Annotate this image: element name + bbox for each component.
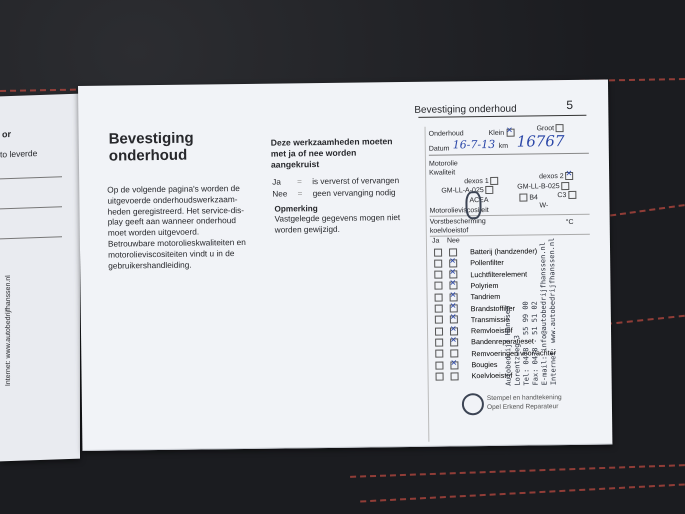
groot-label: Groot	[536, 125, 555, 133]
intro-line: Betrouwbare motorolieskwaliteiten en	[107, 236, 246, 249]
nee-checkbox[interactable]	[450, 327, 458, 335]
motorolie-label: Motorolie	[428, 160, 458, 168]
middle-heading-line: met ja of nee worden	[270, 147, 357, 159]
remark-text	[275, 213, 401, 236]
gm-b025-label: GM-LL-B-025	[517, 183, 560, 191]
stamp-label-line: Opel Erkend Reparateur	[486, 403, 559, 412]
stamp-line: Tel: 0478 - 55 99 00	[521, 301, 531, 386]
dexos1-checkbox[interactable]	[491, 177, 499, 185]
left-page-vertical-url: Internet: www.autobedrijfhanssen.nl	[5, 275, 12, 387]
stamp-line: Internet: www.autobedrijfhanssen.nl	[547, 237, 558, 386]
viscositeit-label: Motorolieviscositeit	[429, 206, 489, 215]
nee-checkbox[interactable]	[449, 271, 457, 279]
klein-checkbox[interactable]	[506, 129, 514, 137]
service-item-label: Batterij (handzender)	[469, 246, 538, 257]
nee-checkbox[interactable]	[449, 248, 457, 256]
onderhoud-label: Onderhoud	[428, 130, 464, 138]
dexos2-checkbox[interactable]	[566, 172, 574, 180]
service-item-row	[434, 281, 498, 291]
klein-label: Klein	[488, 129, 505, 137]
koelvloeistof-label	[430, 217, 486, 236]
viscositeit-value: W-	[539, 202, 549, 210]
nee-checkbox[interactable]	[450, 361, 458, 369]
intro-line: moet worden uitgevoerd.	[107, 226, 200, 238]
opel-logo-icon	[462, 393, 484, 415]
datum-rule	[429, 153, 589, 156]
ja-text: is ververst of vervangen	[312, 176, 400, 187]
ja-checkbox[interactable]	[436, 372, 444, 380]
service-item-row	[435, 326, 513, 336]
km-label: km	[498, 142, 509, 150]
ja-checkbox[interactable]	[435, 305, 443, 313]
nee-checkbox[interactable]	[451, 372, 459, 380]
service-item-label: Pollenfilter	[470, 258, 504, 268]
nee-checkbox[interactable]	[450, 316, 458, 324]
datum-value: 16-7-13	[452, 137, 496, 152]
b4-checkbox[interactable]	[519, 194, 527, 202]
dexos1-label: dexos 1	[464, 177, 489, 186]
service-item-label: Remvoeringen voor/achter	[471, 347, 557, 358]
service-item-label: Bougies	[471, 359, 498, 370]
gm-a025-checkbox[interactable]	[486, 186, 494, 194]
service-item-row	[435, 292, 501, 302]
service-item-row	[434, 246, 537, 256]
gm-a025-label: GM-LL-A-025	[441, 187, 484, 195]
page-number: 5	[566, 97, 574, 113]
ja-label: Ja	[272, 177, 281, 187]
intro-line: heden geregistreerd. Het service-dis-	[107, 204, 245, 217]
ja-checkbox[interactable]	[434, 271, 442, 279]
left-page-rule	[0, 176, 62, 179]
nee-checkbox[interactable]	[449, 282, 457, 290]
intro-line: uitgevoerde onderhoudswerkzaam-	[107, 193, 238, 206]
datum-label: Datum	[428, 145, 450, 153]
service-item-label: Tandriem	[470, 292, 501, 302]
ja-column-header: Ja	[431, 237, 440, 245]
c3-checkbox[interactable]	[568, 191, 576, 199]
stamp-line: E-mail: info@autobedrijfhanssen.nl	[538, 241, 549, 386]
service-item-label: Brandstoffilter	[470, 303, 516, 313]
ja-checkbox[interactable]	[435, 339, 443, 347]
b4-option[interactable]	[519, 193, 538, 202]
middle-heading-line: aangekruist	[270, 158, 320, 170]
stamp-line: Fax: 0478 - 51 51 02	[530, 301, 540, 386]
remark-line: worden gewijzigd.	[274, 224, 340, 235]
left-page-rule	[0, 206, 62, 209]
ja-checkbox[interactable]	[435, 327, 443, 335]
service-item-label: Transmissie	[470, 314, 510, 325]
stamp-line: Autobedrijf Hanssen	[503, 305, 513, 386]
gm-b025-checkbox[interactable]	[562, 182, 570, 190]
service-item-row	[434, 269, 527, 279]
middle-heading-line: Deze werkzaamheden moeten	[270, 136, 393, 148]
intro-paragraph-2	[108, 237, 246, 271]
ja-checkbox[interactable]	[434, 248, 442, 256]
intro-paragraph-1	[107, 183, 244, 239]
stamp-label-line: Stempel en handtekening	[486, 394, 562, 403]
ja-legend	[272, 176, 399, 188]
intro-line: motorolieviscositeiten vindt u in de	[107, 247, 235, 260]
nee-checkbox[interactable]	[450, 293, 458, 301]
intro-line: play geeft aan wanneer onderhoud	[107, 215, 236, 228]
equals-icon: =	[297, 189, 303, 199]
stamp-line: Lorentzweg 3	[513, 335, 522, 386]
service-item-row	[435, 360, 497, 370]
service-item-label: Luchtfilterelement	[470, 269, 528, 279]
nee-legend	[272, 188, 395, 200]
maintenance-form	[428, 120, 597, 442]
nee-label: Nee	[272, 189, 288, 199]
nee-column-header: Nee	[446, 237, 460, 245]
remark-heading: Opmerking	[274, 204, 318, 214]
kwaliteit-label: Kwaliteit	[429, 169, 456, 177]
left-page-rule	[0, 236, 62, 239]
nee-checkbox[interactable]	[450, 304, 458, 312]
left-page	[0, 94, 80, 462]
ja-checkbox[interactable]	[435, 316, 443, 324]
nee-checkbox[interactable]	[449, 259, 457, 267]
b4-label: B4	[529, 194, 538, 202]
nee-text: geen vervanging nodig	[312, 188, 396, 199]
ja-checkbox[interactable]	[435, 293, 443, 301]
koelvloeistof-line: Vorstbescherming	[429, 218, 486, 226]
ja-checkbox[interactable]	[435, 361, 443, 369]
intro-heading-line-1: Bevestiging	[108, 129, 194, 148]
service-item-label: Koelvloeistof	[471, 371, 513, 381]
cross-icon: =	[297, 177, 302, 187]
service-item-label: Bandenreparatieset	[471, 336, 534, 347]
middle-heading	[271, 136, 393, 170]
maintenance-page	[78, 80, 612, 451]
intro-line: gebruikershandleiding.	[108, 259, 192, 271]
service-item-row	[434, 258, 504, 268]
service-item-label: Remvloeistof	[470, 325, 513, 336]
service-item-label: Polyriem	[470, 280, 499, 291]
c3-option[interactable]	[557, 191, 576, 200]
ja-checkbox[interactable]	[434, 259, 442, 267]
acea-label: ACEA	[469, 196, 489, 205]
page-header-title: Bevestiging onderhoud	[414, 103, 517, 116]
ja-checkbox[interactable]	[434, 282, 442, 290]
remark-line: Vastgelegde gegevens mogen niet	[274, 213, 401, 224]
celsius-label: °C	[565, 218, 574, 227]
stamp-label	[487, 393, 562, 412]
intro-heading-line-2: onderhoud	[108, 146, 188, 165]
c3-label: C3	[557, 192, 567, 200]
left-page-line-2: to leverde	[0, 148, 38, 160]
ja-checkbox[interactable]	[435, 350, 443, 358]
dexos2-label: dexos 2	[539, 173, 564, 181]
left-page-line-1: or	[2, 129, 11, 140]
koelvloeistof-line: koelvloeistof	[429, 227, 469, 235]
service-item-row	[436, 371, 513, 381]
intro-line: Op de volgende pagina's worden de	[107, 183, 240, 195]
nee-checkbox[interactable]	[450, 350, 458, 358]
km-value: 16767	[516, 132, 565, 151]
klein-option[interactable]	[489, 129, 515, 139]
service-item-row	[435, 315, 510, 325]
dexos2-option[interactable]	[539, 172, 574, 182]
nee-checkbox[interactable]	[450, 338, 458, 346]
stamp-seal-icon	[465, 191, 481, 219]
